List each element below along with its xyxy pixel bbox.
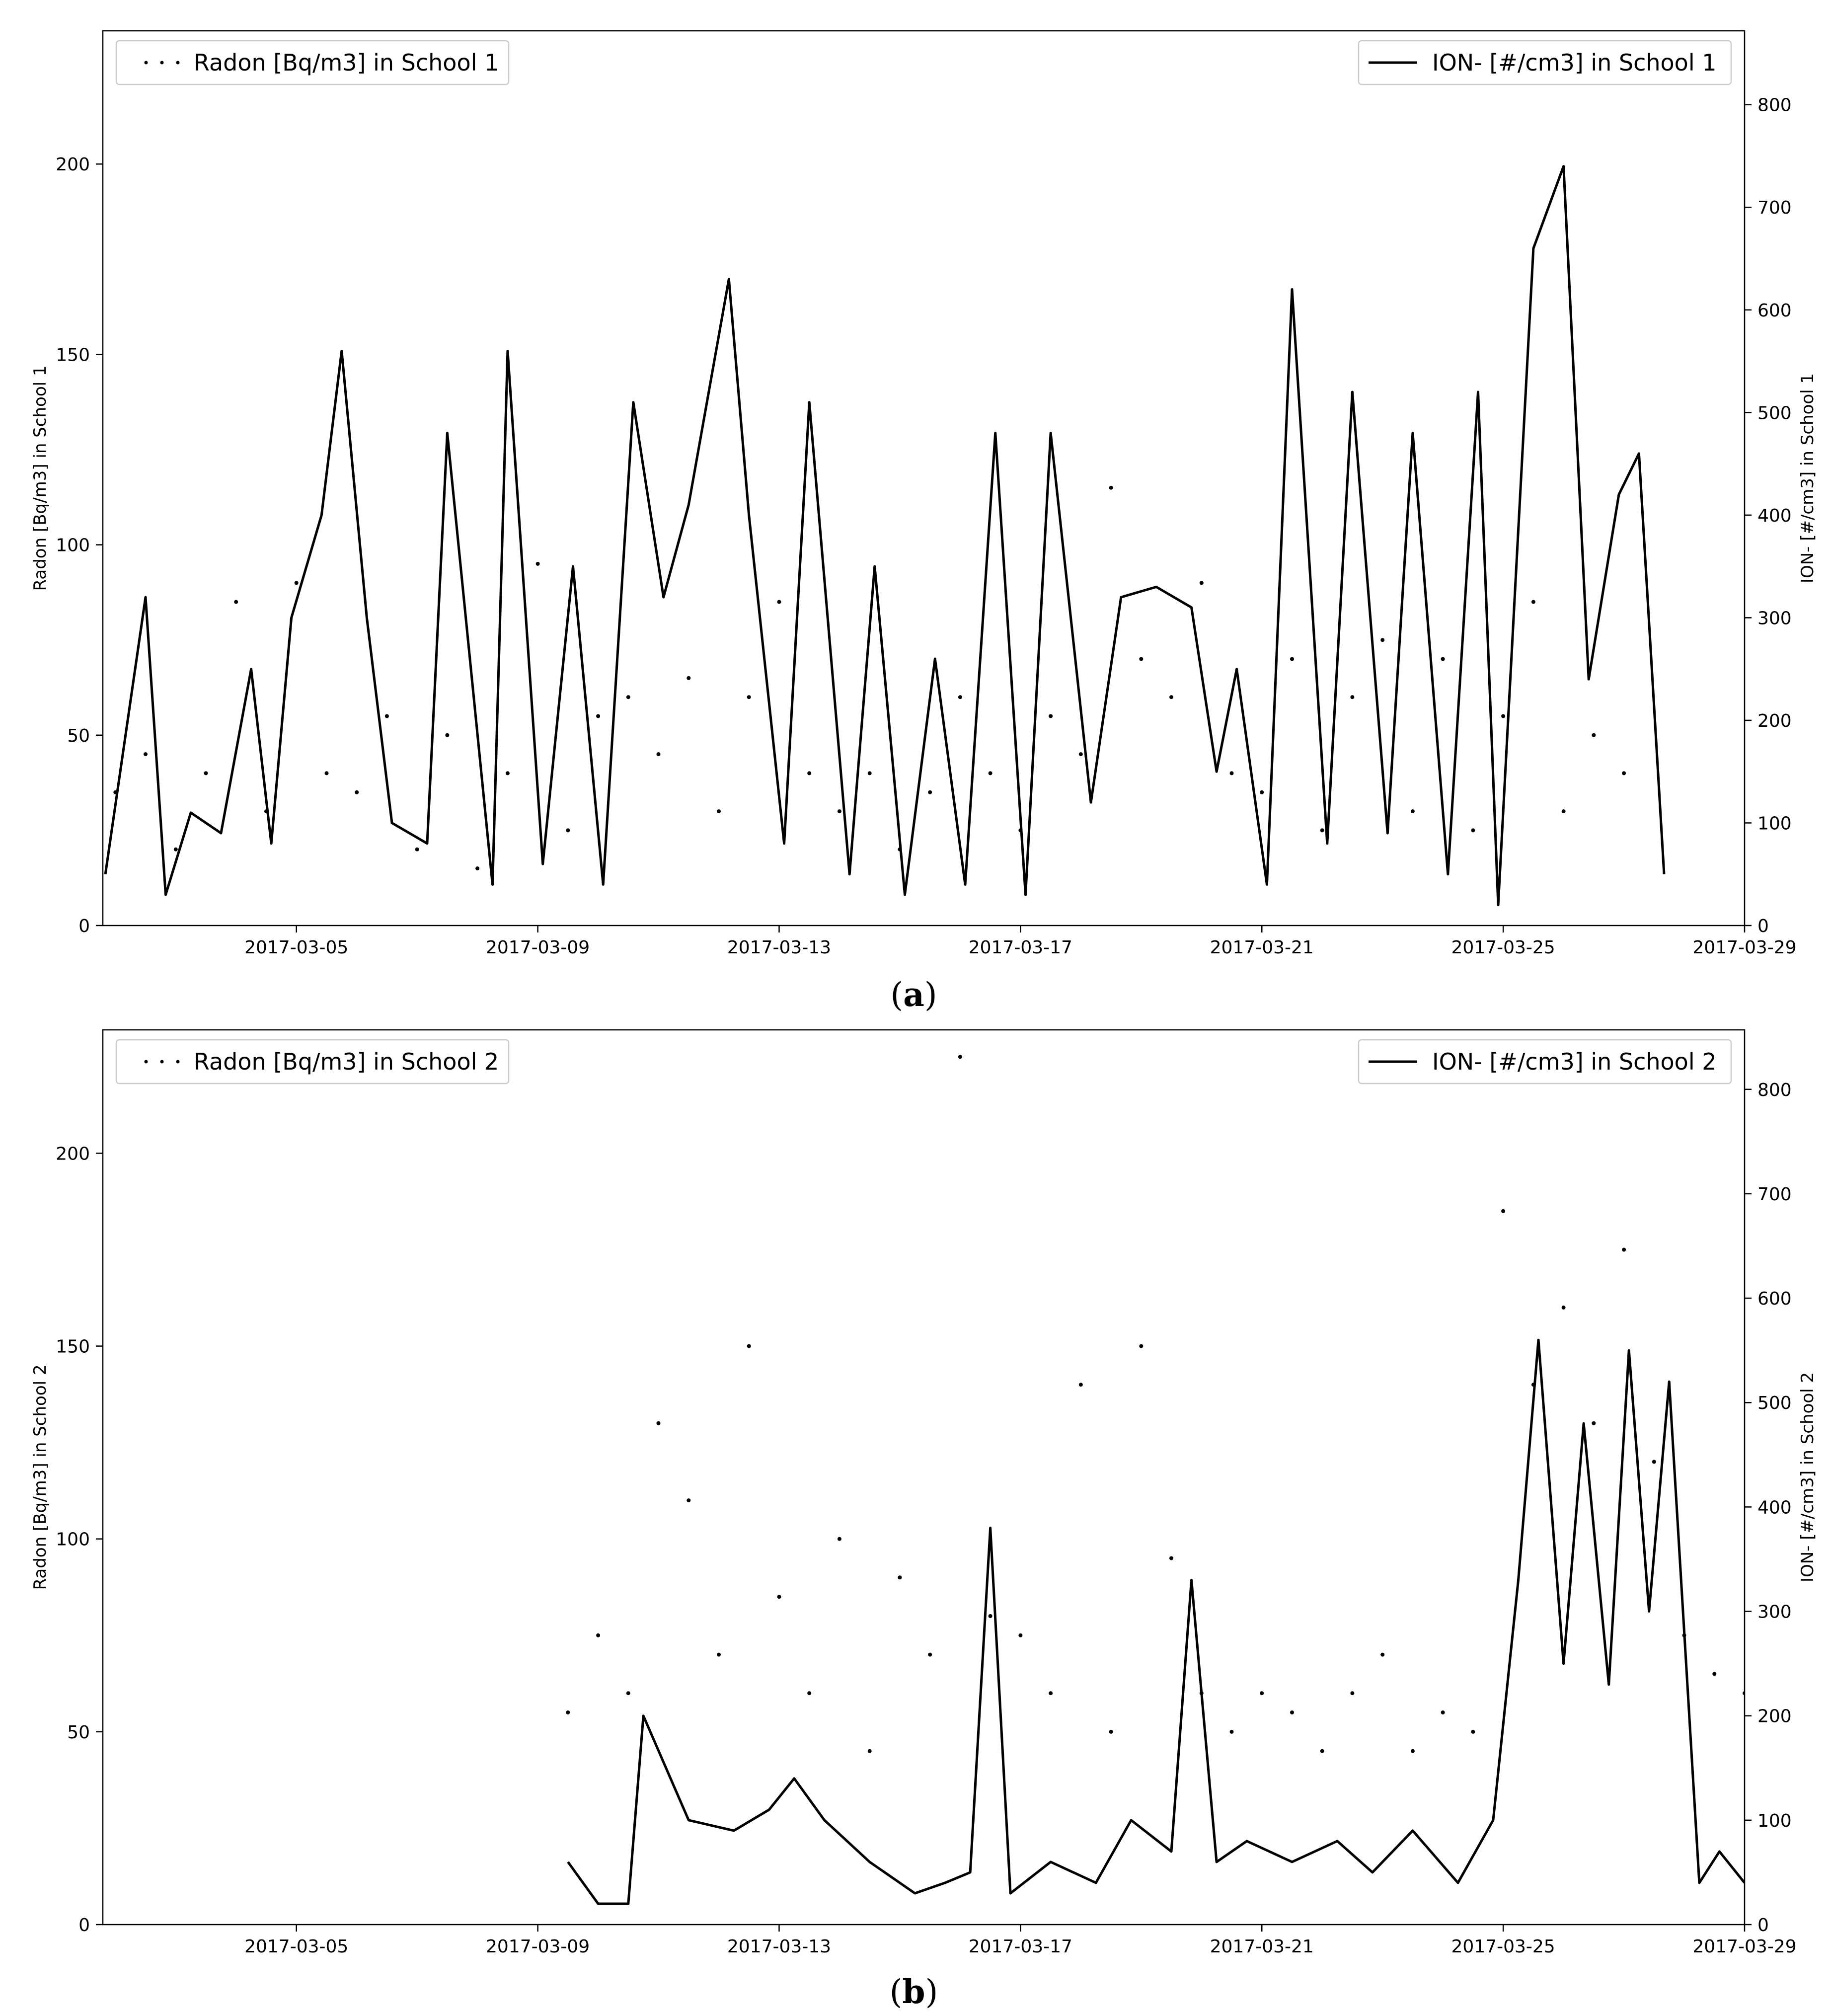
panel-caption xyxy=(890,1972,938,2011)
radon-point xyxy=(1622,771,1626,775)
x-tick-label: 2017-03-05 xyxy=(244,937,349,958)
radon-point xyxy=(989,1614,992,1618)
radon-point xyxy=(445,733,449,737)
y-tick-label-left: 100 xyxy=(56,535,90,556)
radon-point xyxy=(1169,1556,1173,1560)
y-tick-label-right: 500 xyxy=(1757,403,1792,424)
radon-point xyxy=(325,771,329,775)
radon-point xyxy=(777,1595,781,1599)
radon-point xyxy=(1592,1421,1596,1425)
radon-point xyxy=(687,676,690,680)
y-tick-label-right: 700 xyxy=(1757,1184,1792,1205)
radon-point xyxy=(1411,1749,1415,1753)
x-tick-label: 2017-03-21 xyxy=(1210,937,1314,958)
x-tick-label: 2017-03-17 xyxy=(968,1937,1072,1957)
radon-point xyxy=(1230,771,1234,775)
radon-point xyxy=(1652,1460,1656,1464)
radon-point xyxy=(1169,695,1173,699)
radon-point xyxy=(1109,1730,1113,1734)
radon-point xyxy=(1200,581,1204,585)
radon-point xyxy=(928,790,932,794)
radon-point xyxy=(1320,828,1324,832)
radon-point xyxy=(1260,1691,1264,1695)
radon-point xyxy=(204,771,208,775)
y-tick-label-right: 800 xyxy=(1757,1080,1792,1100)
radon-point xyxy=(1139,1344,1143,1348)
y-axis-title-left: Radon [Bq/m3] in School 1 xyxy=(30,365,50,591)
y-tick-label-right: 600 xyxy=(1757,300,1792,321)
y-tick-label-left: 150 xyxy=(56,1336,90,1357)
radon-point xyxy=(1471,1730,1475,1734)
y-tick-label-right: 100 xyxy=(1757,1810,1792,1831)
x-tick-label: 2017-03-21 xyxy=(1210,1937,1314,1957)
radon-point xyxy=(1079,752,1083,756)
radon-point xyxy=(1049,714,1053,718)
radon-point xyxy=(747,1344,751,1348)
panel-caption xyxy=(890,975,937,1014)
radon-point xyxy=(1501,1209,1505,1213)
legend-marker-dot xyxy=(145,61,148,65)
legend-right-b xyxy=(1359,1040,1731,1084)
radon-point xyxy=(1049,1691,1053,1695)
caption-letter: b xyxy=(902,1972,925,2011)
radon-point xyxy=(747,695,751,699)
radon-point xyxy=(717,809,721,813)
radon-point xyxy=(1471,828,1475,832)
radon-point xyxy=(626,695,630,699)
y-tick-label-right: 200 xyxy=(1757,710,1792,731)
caption-open-paren: ( xyxy=(889,1973,903,2011)
radon-point xyxy=(1350,695,1354,699)
radon-point xyxy=(898,1575,902,1579)
x-tick-label: 2017-03-25 xyxy=(1451,1937,1555,1957)
legend-label-radon: Radon [Bq/m3] in School 2 xyxy=(194,1048,499,1075)
y-tick-label-right: 700 xyxy=(1757,198,1792,219)
radon-point xyxy=(1260,790,1264,794)
legend-marker-dot xyxy=(160,1060,164,1064)
y-tick-label-right: 0 xyxy=(1757,916,1769,936)
radon-point xyxy=(415,848,419,852)
legend-marker-dot xyxy=(160,61,164,65)
y-tick-label-left: 150 xyxy=(56,345,90,366)
radon-point xyxy=(807,771,811,775)
radon-point xyxy=(777,600,781,604)
radon-point xyxy=(174,848,178,852)
y-tick-label-right: 100 xyxy=(1757,813,1792,834)
y-tick-label-left: 200 xyxy=(56,1144,90,1164)
y-tick-label-right: 300 xyxy=(1757,608,1792,629)
radon-point xyxy=(1290,657,1294,661)
radon-point xyxy=(657,1421,661,1425)
radon-point xyxy=(989,771,992,775)
radon-point xyxy=(1441,1710,1445,1714)
radon-point xyxy=(536,562,540,566)
radon-point xyxy=(1592,733,1596,737)
y-tick-label-left: 50 xyxy=(67,1722,90,1743)
legend-label-ion: ION- [#/cm3] in School 2 xyxy=(1432,1048,1717,1075)
radon-point xyxy=(1018,1633,1022,1637)
radon-point xyxy=(958,1055,962,1059)
radon-point xyxy=(295,581,299,585)
caption-letter: a xyxy=(903,975,924,1014)
radon-point xyxy=(566,1710,570,1714)
radon-point xyxy=(868,1749,872,1753)
radon-point xyxy=(1380,1653,1384,1657)
caption-close-paren: ) xyxy=(924,976,937,1014)
x-tick-label: 2017-03-13 xyxy=(727,937,832,958)
radon-point xyxy=(626,1691,630,1695)
x-tick-label: 2017-03-09 xyxy=(485,937,590,958)
x-tick-label: 2017-03-05 xyxy=(244,1937,349,1957)
legend-right-a xyxy=(1359,41,1731,84)
radon-point xyxy=(1411,809,1415,813)
legend-marker-dot xyxy=(145,1060,148,1064)
x-tick-label: 2017-03-29 xyxy=(1692,1937,1797,1957)
y-tick-label-right: 0 xyxy=(1757,1915,1769,1936)
x-tick-label: 2017-03-09 xyxy=(485,1937,590,1957)
radon-point xyxy=(506,771,510,775)
legend-marker-dot xyxy=(176,61,180,65)
legend-marker-dot xyxy=(176,1060,180,1064)
radon-point xyxy=(1562,1306,1566,1310)
radon-point xyxy=(596,714,600,718)
radon-point xyxy=(687,1498,690,1502)
radon-point xyxy=(1501,714,1505,718)
y-tick-label-left: 0 xyxy=(78,916,90,936)
radon-point xyxy=(1290,1710,1294,1714)
y-axis-title-right: ION- [#/cm3] in School 1 xyxy=(1798,373,1818,584)
x-tick-label: 2017-03-13 xyxy=(727,1937,832,1957)
radon-point xyxy=(596,1633,600,1637)
radon-point xyxy=(657,752,661,756)
radon-point xyxy=(1380,638,1384,642)
radon-point xyxy=(1320,1749,1324,1753)
radon-point xyxy=(475,866,479,870)
radon-point xyxy=(1531,600,1535,604)
radon-point xyxy=(1230,1730,1234,1734)
y-tick-label-right: 800 xyxy=(1757,95,1792,116)
legend-left-a xyxy=(116,41,509,84)
radon-point xyxy=(234,600,238,604)
caption-open-paren: ( xyxy=(890,976,904,1014)
radon-point xyxy=(928,1653,932,1657)
radon-point xyxy=(958,695,962,699)
y-tick-label-right: 500 xyxy=(1757,1393,1792,1414)
radon-point xyxy=(868,771,872,775)
y-tick-label-right: 200 xyxy=(1757,1706,1792,1727)
y-tick-label-left: 200 xyxy=(56,155,90,175)
y-tick-label-right: 400 xyxy=(1757,505,1792,526)
radon-point xyxy=(1562,809,1566,813)
legend-label-ion: ION- [#/cm3] in School 1 xyxy=(1432,49,1717,76)
radon-point xyxy=(566,828,570,832)
radon-point xyxy=(355,790,359,794)
x-tick-label: 2017-03-29 xyxy=(1692,937,1797,958)
caption-close-paren: ) xyxy=(925,1973,938,2011)
radon-point xyxy=(1079,1383,1083,1387)
legend-label-radon: Radon [Bq/m3] in School 1 xyxy=(194,49,499,76)
y-tick-label-left: 100 xyxy=(56,1529,90,1550)
y-axis-title-right: ION- [#/cm3] in School 2 xyxy=(1798,1372,1818,1583)
y-axis-title-left: Radon [Bq/m3] in School 2 xyxy=(30,1364,50,1590)
y-tick-label-left: 0 xyxy=(78,1915,90,1936)
radon-point xyxy=(1441,657,1445,661)
radon-point xyxy=(807,1691,811,1695)
radon-point xyxy=(1622,1248,1626,1252)
y-tick-label-left: 50 xyxy=(67,725,90,746)
legend-left-b xyxy=(116,1040,509,1084)
radon-point xyxy=(385,714,389,718)
x-tick-label: 2017-03-17 xyxy=(968,937,1072,958)
x-tick-label: 2017-03-25 xyxy=(1451,937,1555,958)
radon-point xyxy=(144,752,148,756)
radon-point xyxy=(1712,1672,1716,1676)
y-tick-label-right: 400 xyxy=(1757,1497,1792,1518)
radon-point xyxy=(838,809,841,813)
radon-point xyxy=(1139,657,1143,661)
radon-point xyxy=(1109,486,1113,490)
y-tick-label-right: 600 xyxy=(1757,1289,1792,1310)
y-tick-label-right: 300 xyxy=(1757,1602,1792,1623)
radon-point xyxy=(838,1537,841,1541)
radon-point xyxy=(1350,1691,1354,1695)
radon-point xyxy=(717,1653,721,1657)
